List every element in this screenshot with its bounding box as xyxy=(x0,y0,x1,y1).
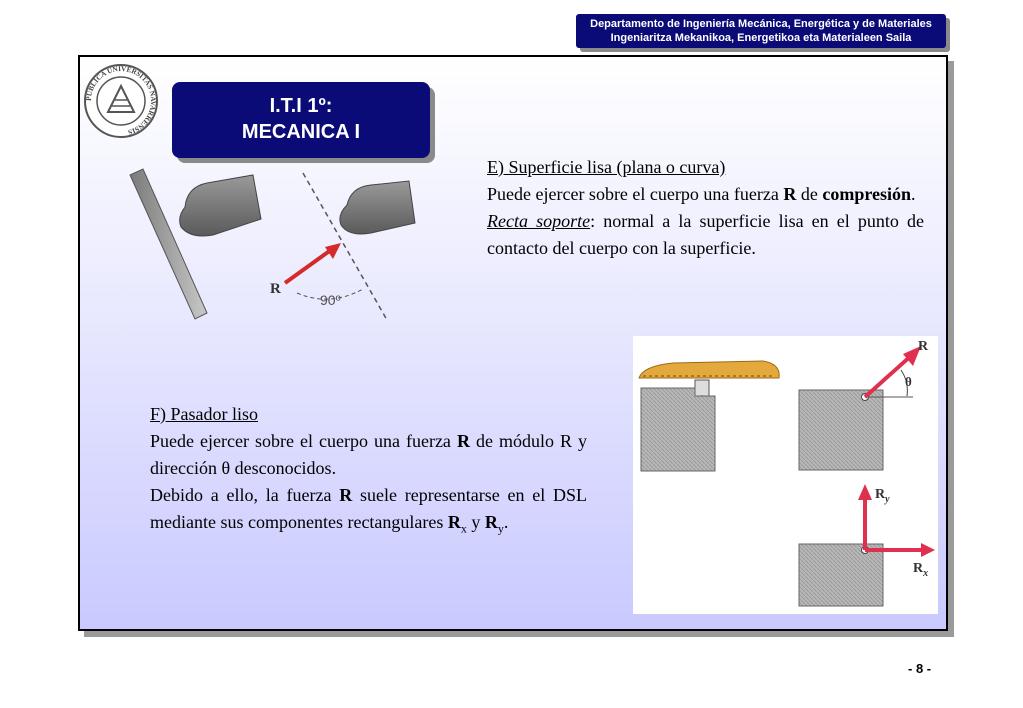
reaction-force-arrow xyxy=(285,247,335,283)
angle-label-90: 90º xyxy=(320,292,341,308)
angle-label-theta: θ xyxy=(905,374,912,389)
section-f-paragraph1: Puede ejercer sobre el cuerpo una fuerza R de módulo R y dirección θ desconocidos. xyxy=(150,431,587,478)
ry-label: $R_y$ xyxy=(875,487,890,505)
seal-text: PUBLICA UNIVERSITAS NAVARRENSIS xyxy=(84,64,158,137)
smooth-surface-diagram xyxy=(125,165,405,325)
course-title-box xyxy=(172,82,430,158)
section-f-text xyxy=(150,401,587,543)
department-name-es: Departamento de Ingeniería Mecánica, Energética y de Materiales xyxy=(590,18,932,30)
department-name-eu: Ingeniaritza Mekanikoa, Energetikoa eta Materialeen Saila xyxy=(610,32,912,44)
force-label-r: R xyxy=(270,281,281,297)
section-f-paragraph2: Debido a ello, la fuerza R suele representarse en el DSL mediante sus componentes rectangulares $R_x$ y $R_y$. xyxy=(150,485,587,536)
course-title-line1: I.T.I 1º: xyxy=(269,95,333,117)
section-e-text xyxy=(487,154,924,262)
university-seal-icon xyxy=(82,62,160,140)
department-banner xyxy=(576,14,946,48)
page-number: - 8 - xyxy=(908,661,932,676)
section-e-paragraph1: Puede ejercer sobre el cuerpo una fuerza R de compresión. xyxy=(487,184,916,204)
section-e-heading: E) Superficie lisa (plana o curva) xyxy=(487,157,726,177)
section-e-paragraph2: Recta soporte: normal a la superficie lisa en el punto de contacto del cuerpo con la superficie. xyxy=(487,211,924,258)
rx-label: $R_x$ xyxy=(913,561,929,579)
pin-force-label-r: R xyxy=(918,339,929,354)
smooth-pin-diagram xyxy=(633,336,943,616)
course-title-line2: MECANICA I xyxy=(241,121,361,143)
section-f-heading: F) Pasador liso xyxy=(150,404,258,424)
